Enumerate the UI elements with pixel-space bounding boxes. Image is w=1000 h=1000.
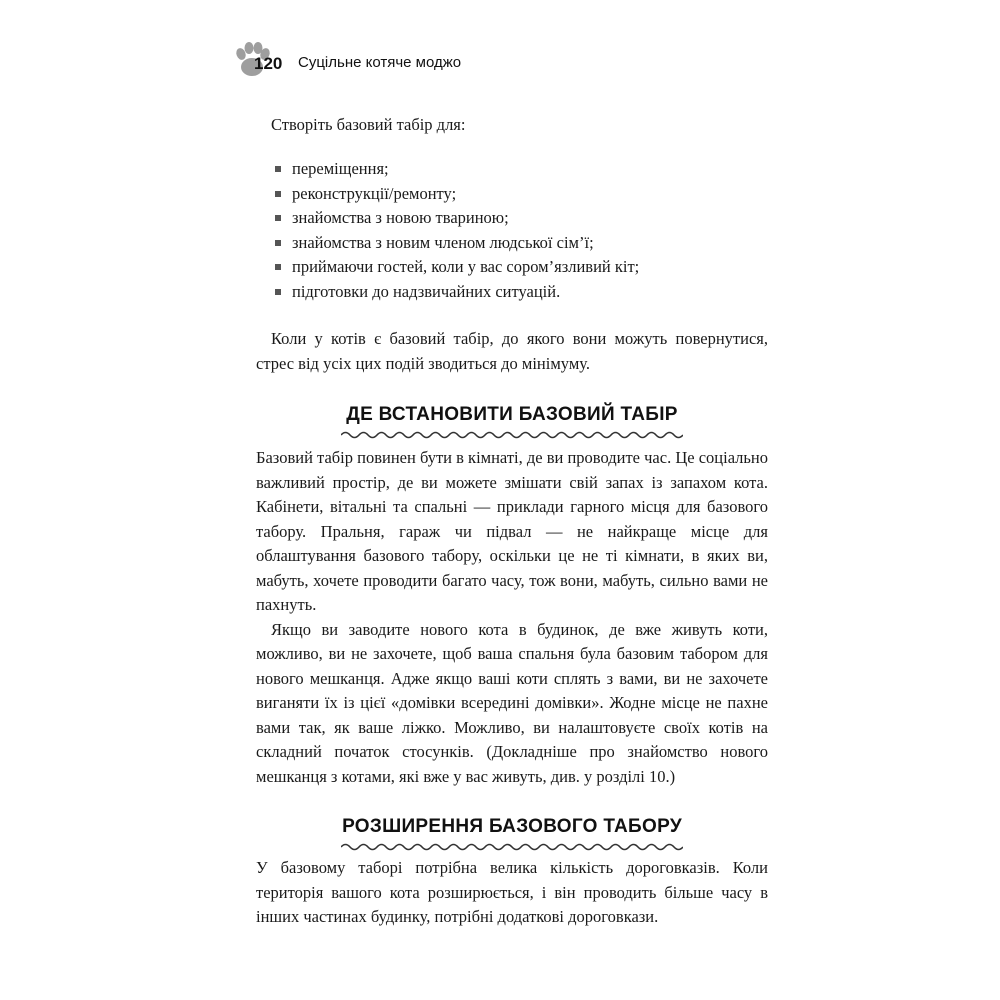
square-bullet-icon — [275, 240, 281, 246]
section-body — [256, 446, 768, 789]
bullet-list — [256, 157, 768, 304]
list-item-text: підготовки до надзвичайних ситуацій. — [292, 281, 561, 301]
list-item-text: знайомства з новим членом людської сім’ї; — [292, 232, 594, 252]
square-bullet-icon — [275, 191, 281, 197]
page-number: 120 — [254, 54, 283, 73]
section-heading-base-camp-location: ДЕ ВСТАНОВИТИ БАЗОВИЙ ТАБІР — [346, 404, 678, 425]
list-item-text: переміщення; — [292, 159, 389, 178]
list-item — [256, 157, 768, 182]
body-paragraph: У базовому таборі потрібна велика кількість дороговказів. Коли територія вашого кота розширюється, і він проводить більше часу в інших частинах будинку, потрібні додаткові дороговкази. — [256, 858, 768, 926]
square-bullet-icon — [275, 289, 281, 295]
page-header — [232, 40, 732, 84]
list-item — [256, 206, 768, 231]
body-paragraph: Якщо ви заводите нового кота в будинок, де вже живуть коти, можливо, ви не захочете, щоб ваша спальня була базовим табором для нового мешканця. Адже якщо ваші коти сплять з вами, ви не захочете виганяти їх із цієї «домівки всередині домівки». Жодне місце не пахне вами так, як ваше ліжко. Можливо, ви налаштовуєте своїх котів на складний початок стосунків. (Докладніше про знайомство нового мешканця з котами, які вже у вас живуть, див. у розділі 10.) — [256, 619, 768, 786]
summary-paragraph: Коли у котів є базовий табір, до якого вони можуть повернутися, стрес від усіх цих подій зводиться до мінімуму. — [256, 329, 768, 373]
list-item-text: реконструкції/ремонту; — [292, 183, 457, 203]
section-body — [256, 856, 768, 930]
list-item-text: знайомства з новою твариною; — [292, 208, 509, 227]
square-bullet-icon — [275, 166, 281, 172]
wavy-divider-icon — [341, 430, 683, 440]
square-bullet-icon — [275, 215, 281, 221]
wavy-divider-icon — [341, 842, 683, 852]
list-item — [256, 182, 768, 207]
list-item — [256, 280, 768, 305]
list-item — [256, 255, 768, 280]
section-heading-base-camp-expansion: РОЗШИРЕННЯ БАЗОВОГО ТАБОРУ — [342, 816, 682, 837]
list-item — [256, 231, 768, 256]
square-bullet-icon — [275, 264, 281, 270]
intro-line: Створіть базовий табір для: — [271, 115, 466, 134]
list-item-text: приймаючи гостей, коли у вас сором’язливий кіт; — [292, 257, 640, 276]
body-paragraph: Базовий табір повинен бути в кімнаті, де ви проводите час. Це соціально важливий простір, де ви можете змішати свій запах із запахом кота. Кабінети, вітальні та спальні — приклади гарного місця для базового табору. Пральня, гараж чи підвал — не найкраще місце для облаштування базового табору, оскільки це не ті кімнати, в яких ви, мабуть, хочете проводити багато часу, тож вони, мабуть, сильно вами не пахнуть. — [256, 448, 768, 614]
running-title: Суцільне котяче моджо — [298, 54, 462, 71]
